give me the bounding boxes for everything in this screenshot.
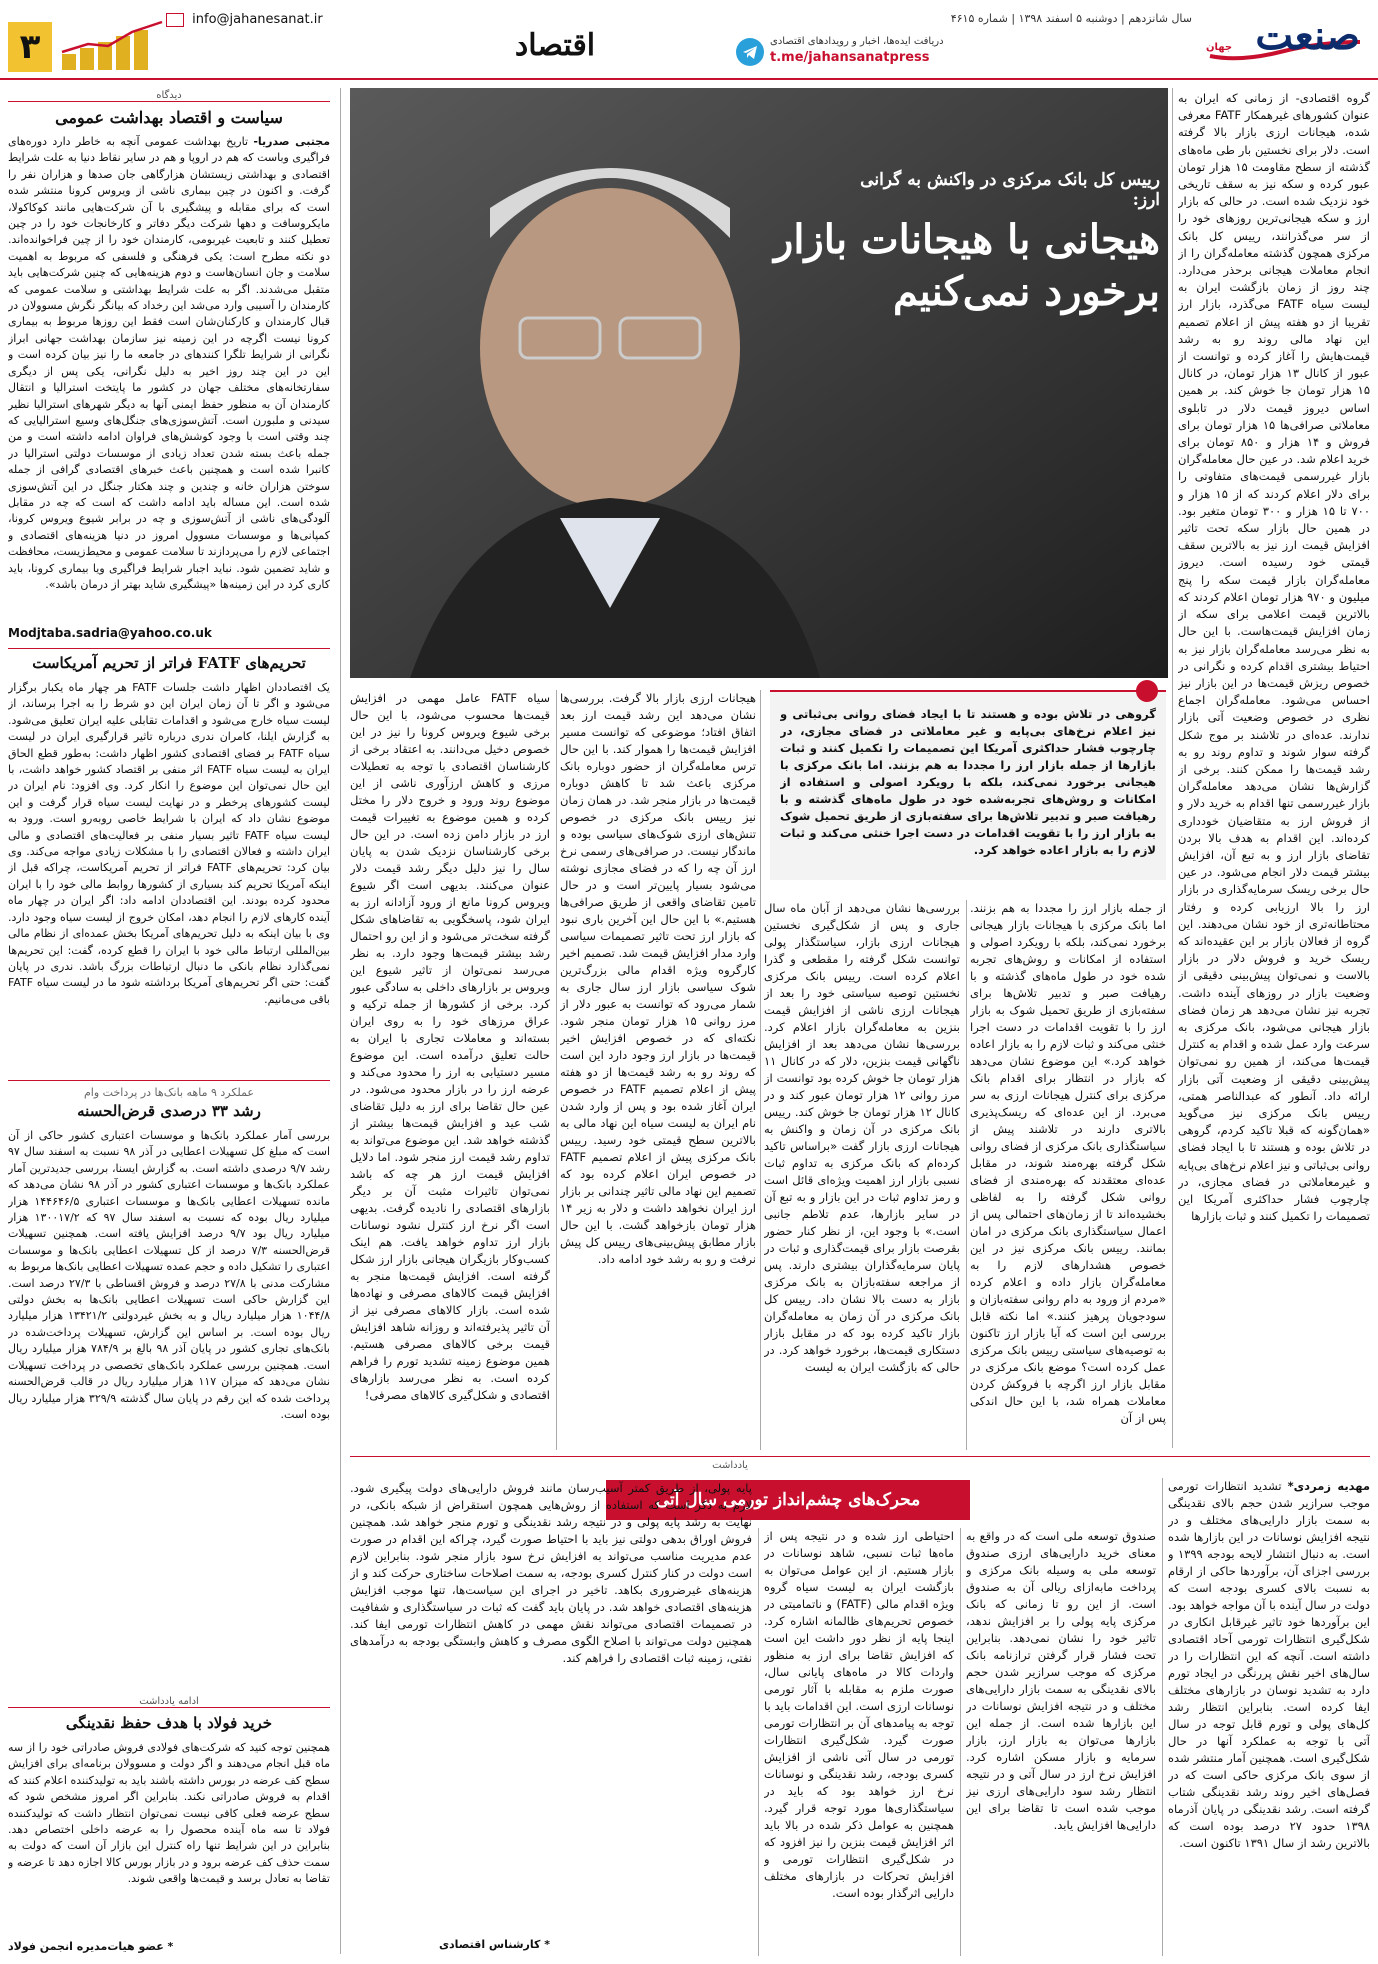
telegram-icon [736,38,764,66]
opinion-body [8,134,330,624]
bottom-col-1 [1168,1478,1370,1956]
telegram-link[interactable]: t.me/jahansanatpress [770,50,930,65]
opinion-title: سیاست و اقتصاد بهداشت عمومی [55,108,283,127]
mail-icon [166,13,184,27]
lead-box [770,690,1166,880]
steel-body: همچنین توجه کنید که شرکت‌های فولادی فروش صادراتی خود را از سه ماه قبل انجام می‌دهند و اگر دولت و مسوولان برنامه‌ای برای افزایش سطح کف عرضه در بورس داشته باشند باید به تولیدکننده اعلام کنند که اقدام به فروش صادراتی نکند. بنابراین اگر امروز مشخص شود که سطح عرضه فعلی کافی نیست نمی‌توان انتظار داشت که تولیدکننده فولاد تا سه ماه آینده محصول را به عرضه داخلی اختصاص دهد. بنابراین در این شرایط تنها راه کنترل این بازار آن است که دولت به سمت حذف کف عرضه برود و در بازار بورس کالا اجازه دهد تا عرضه و تقاضا به تعادل برسد و قیمت‌ها واقعی شوند. [8,1741,330,1886]
opinion-text: تاریخ بهداشت عمومی آنچه به خاطر دارد دوره‌های فراگیری وباست که هم در اروپا و هم در سایر نقاط دنیا به علت شرایط اقتصادی و بهداشتی زیستشان هزارگاهی جان صدها و هزاران نفر را گرفت. و اکنون در چین بیماری ناشی از ویروس کرونا منتشر شده است که برای مقابله و پیشگیری با آن شرکت‌هایی مانند کوکاکولا، مایکروسافت و دهها شرکت دیگر دفاتر و کارخانجات خود را در چین تعطیل کنند و تابعیت غیربومی، کارمندان خود را از چین فراخوانده‌اند. دو نکته مطرح است: یکی فرهنگی و فلسفی که مربوط به اهمیت سلامت و جان انسان‌هاست و دوم هزینه‌هایی که چنین شرکت‌هایی باید متقبل می‌شدند. اگر به علت شرایط بهداشتی و سلامت عمومی که کارمندان را آسیبی وارد می‌شد این رخداد که بیانگر نگرش مسوولان در قبال کارمندان و کارکنان‌شان است فقط این روزها مربوط به بیماری کرونا نیست اگرچه در این زمینه نیز سازمان بهداشت جهانی ابراز نگرانی از شرایط تلگرا کنندهای در جامعه ما را نیز بیان کرده است و این در این چند روز اخیر به دلیل نگرانی، یکی پس از دیگری سفارتخانه‌های مختلف جهان در کشور ما پایتخت استرالیا و انتقال کارمندان آن به منظور حفظ ایمنی آنها به دیگر شهرهای استرالیا نظیر سیدنی و ملبورن است. آتش‌سوزی‌های جنگل‌های وسیع استرالیایی که چند وقتی است با وجود کوشش‌های فراوان ادامه داشته است و من جمله باعث بسته شدن تعداد زیادی از موسسات دولتی استرالیا در کانبرا شده است و همچنین باعث خبرهای اقتصادی گرافی از جمله سوختن هزاران خانه و چندین و چند هکتار جنگل در این آتش‌سوزی شده است. این مساله باید ادامه داشت که است که چه در مقابل آلودگی‌های ناشی از آتش‌سوزی و چه در برابر شیوع ویروس کرونا، کمپانی‌ها و موسسات مسوول امروز در دنیا هزینه‌های اقتصادی و اجتماعی لازم را می‌پردازند تا سلامت عمومی و محیط‌زیست، محافظت و شاید تضمین شود. نباید اجبار شرایط فراگیری ویا بیماری کرونا، باید کاری کرد در این زمینه‌ها «پیشگیری شاید بهتر از درمان باشد». [8,135,330,591]
logo-subtext: جهان [1206,42,1233,53]
section-title: اقتصاد [514,28,596,63]
continued-tag: ادامه یادداشت [8,1696,330,1708]
main-col-5: سیاه FATF عامل مهمی در افزایش قیمت‌ها محسوب می‌شود، با این حال برخی شیوع ویروس کرونا را نیز در این خصوص دخیل می‌دانند. به اعتقاد برخی از کارشناسان اقتصادی با توجه به تعطیلات مرزی و کاهش ارزآوری ناشی از این موضوع روند ورود و خروج دلار را مختل کرده و همین موضوع به تغییرات قیمت ارز در بازار دامن زده است. در این حال برخی کارشناسان نزدیک شدن به پایان سال را نیز دلیل دیگر رشد قیمت دلار عنوان می‌کنند. بدیهی است اگر شیوع ویروس کرونا مانع از ورود آزادانه ارز به ایران شود، پاسخگویی به تقاضاهای شکل گرفته سخت‌تر می‌شود و از این رو احتمال رشد بیشتر قیمت‌ها وجود دارد. به نظر می‌رسد نمی‌توان از تاثیر شیوع این ویروس بر بازارهای داخلی به سادگی عبور کرد. برخی از کشورها از جمله ترکیه و عراق مرزهای خود را به روی ایران بسته‌اند و معاملات تجاری با ایران به حالت تعلیق درآمده است. این موضوع مسیر دستیابی به ارز را محدود می‌کند و عرضه ارز را در بازار محدود می‌شود. در عین حال تقاضا برای ارز به دلیل تقاضای شب عید و افزایش قیمت‌ها بیشتر از گذشته خواهد شد. این موضوع می‌تواند به تداوم رشد قیمت ارز منجر شود. اما دلایل افزایش قیمت ارز هر چه که باشد نمی‌توان تاثیرات مثبت آن بر دیگر بازارهای اقتصادی را نادیده گرفت. بدیهی است اگر نرخ ارز کنترل نشود نوسانات بازار ارز تداوم خواهد یافت. هم اینک کسب‌وکار بازیگران هیجانی بازار ارز شکل گرفته است. افزایش قیمت‌ها منجر به افزایش قیمت کالاهای مصرفی و نهاده‌ها شده است. بازار کالاهای مصرفی نیز از آن تاثیر پذیرفته‌اند و روزانه شاهد افزایش قیمت برخی کالاهای مصرفی هستیم. همین موضوع زمینه تشدید تورم را فراهم کرده است. به نظر می‌رسد بازارهای اقتصادی و شکل‌گیری کالاهای مصرفی! [350,691,550,1402]
bottom-title: محرک‌های چشم‌انداز تورمی سال آتی [606,1480,970,1520]
telegram-promo[interactable] [736,36,996,72]
bottom-col-2: صندوق توسعه ملی است که در واقع به معنای خرید دارایی‌های ارزی صندوق توسعه ملی به وسیله بانک مرکزی و پرداخت ما‌به‌ازای ریالی آن به صندوق است. از این رو تا زمانی که بانک مرکزی پایه پولی را بر افزایش ندهد، تاثیر خود را نشان نمی‌دهد. بنابراین تحت فشار قرار گرفتن ترازنامه بانک مرکزی که موجب سرازیر شدن حجم بالای نقدینگی به سمت بازار دارایی‌های مختلف و در نتیجه افزایش نوسانات در این بازارها شده است. از جمله این بازارها می‌توان به بازار ارز، بازار سرمایه و بازار مسکن اشاره کرد. افزایش نرخ ارز در سال آتی و در نتیجه انتظار رشد سود دارایی‌های ارزی نیز موجب شده است تا تقاضا برای این دارایی‌ها افزایش یابد. [966,1529,1156,1832]
main-col-4: هیجانات ارزی بازار بالا گرفت. بررسی‌ها نشان می‌دهد این رشد قیمت ارز بعد اتفاق افتاد؛ موضوعی که توانست مسیر افزایش قیمت‌ها را هموار کند. با این حال ترس معامله‌گران از حضور دوباره بانک مرکزی باعث شد تا کاهش دوباره قیمت‌ها در بازار منجر شد. در همان زمان نیز رییس بانک مرکزی در خصوص تنش‌های ارزی شوک‌های سیاسی بوده و ماندگار نیست. در صرافی‌های رسمی نرخ ارز آن چه را که در فضای مجازی نوشته می‌شود بسیار پایین‌تر است و در حال تامین تقاضای واقعی از طریق صرافی‌ها هستیم.» با این حال این آخرین باری نبود که بازار ارز تحت تاثیر تصمیمات سیاسی وارد مدار افزایش قیمت شد. تصمیم اخیر کارگروه ویژه اقدام مالی بزرگ‌ترین شوک سیاسی بازار ارز سال جاری به شمار می‌رود که توانست به عبور دلار از مرز روانی ۱۵ هزار تومان منجر شود. نکته‌ای که در خصوص افزایش اخیر قیمت‌ها در بازار ارز وجود دارد این است که روند رو به رشد قیمت‌ها از دو هفته پیش از اعلام تصمیم FATF در خصوص ایران آغاز شده بود و پس از وارد شدن نام ایران به لیست سیاه این نهاد مالی به بالاترین سطح قیمتی خود رسید. رییس بانک مرکزی پیش از اعلام تصمیم FATF در خصوص ایران اعلام کرده بود که تصمیم این نهاد مالی تاثیر چندانی بر بازار ارز ایران نخواهد داشت و دلار به زیر ۱۴ هزار تومان بازخواهد گشت. با این حال بازار مطابق پیش‌بینی‌های رییس کل پیش نرفت و رو به رشد خود ادامه داد. [560,691,756,1266]
main-col-3: بررسی‌ها نشان می‌دهد از آبان ماه سال جاری و پس از شکل‌گیری نخستین هیجانات ارزی بازار، سیاستگذار پولی توانست شکل گرفته را مقطعی و گذرا اعلام کرده است. رییس بانک مرکزی نخستین توصیه سیاستی خود را بعد از هیجانات ارزی ناشی از افزایش قیمت بنزین به معامله‌گران بازار اعلام کرد. بررسی‌ها نشان می‌دهد بعد از افزایش ناگهانی قیمت بنزین، دلار که در کانال ۱۱ هزار تومان جا خوش کرده بود توانست از مرز روانی ۱۲ هزار تومان عبور کند و در کانال ۱۲ هزار تومان جا خوش کند. رییس بانک مرکزی در آن زمان و واکنش به هیجانات ارزی بازار گفت «براساس تاکید کرده‌ام که بانک مرکزی به تداوم ثبات نسبی بازار ارز اهمیت ویژه‌ای قائل است و رمز تداوم ثبات در این بازار و به تبع آن در سایر بازارها، عدم تلاطم جانبی است.» با وجود این، از نظر کنار حضور بقرصت بازار برای قیمت‌گذاری و ثبات در پایان سرمایه‌گذاران بیشتری دارند. پس از مراجعه سفته‌بازان به بانک مرکزی بازار به دست بالا نشان داد. رییس کل بانک مرکزی در آن زمان به معامله‌گران بازار تاکید کرده بود که در مقابل بازار دستکاری قیمت‌ها، برخورد خواهد کرد. در حالی که بازگشت ایران به لیست [764,901,960,1374]
main-col-1: گروه اقتصادی- از زمانی که ایران به عنوان کشورهای غیرهمکار FATF معرفی شده، هیجانات ارزی بازار بالا گرفته است. دلار برای نخستین بار طی ماه‌های گذشته از سطح مقاومت ۱۵ هزار تومان عبور کرده و سکه نیز به سقف تاریخی خود نزدیک شده است. در حالی که بازار ارز و سکه هیجانی‌ترین روزهای خود را از سر می‌گذرانند، رییس کل بانک مرکزی همچون گذشته معامله‌گران را از انجام معاملات هیجانی برحذر می‌دارد. چند روز از زمان بازگشت ایران به لیست سیاه FATF می‌گذرد، بازار ارز تقریبا از دو هفته پیش از اعلام تصمیم این نهاد مالی روند رو به رشد قیمت‌هایش را آغاز کرده و توانست از عبور از کانال ۱۳ هزار تومان، در کانال ۱۵ هزار تومان جا خوش کند. بر همین اساس دیروز قیمت دلار در تابلوی معاملاتی صرافی‌ها ۱۵ هزار تومان برای فروش و ۱۴ هزار و ۸۵۰ تومان برای خرید اعلام شد. در عین حال معامله‌گران بازار غیررسمی قیمت‌های متفاوتی را برای دلار اعلام کردند که از ۱۵ هزار و ۷۰۰ تا ۱۵ هزار و ۳۰۰ تومان متغیر بود. در همین حال بازار سکه تحت تاثیر افزایش قیمت ارز نیز به بالاترین سقف قیمتی خود رسیده است. دیروز معامله‌گران بازار قیمت سکه را پنج میلیون و ۹۷۰ هزار تومان اعلام کردند که بالاترین قیمت اعلامی برای سکه از زمان افزایش قیمت‌هاست. با این حال به نظر می‌رسد معامله‌گران بازار نیز به احتیاط بیشتری اقدام کرده و نگرانی در خصوص ریزش قیمت‌ها در این بازار نیز احساس می‌شود. معامله‌گران اجماع نظری در خصوص وضعیت آتی بازار ندارند. عده‌ای در تلاشند بر موج شکل گرفته سوار شوند و تداوم روند رو به رشد قیمت‌ها را ممکن کنند. برخی از گزارش‌ها نشان می‌دهد معامله‌گران بازار غیررسمی تنها اقدام به خرید دلار و از فروش ارز به متقاضیان خودداری کرده‌اند. این اقدام به هدف بالا بردن تقاضای بازار ارز و به تبع آن، افزایش بیشتر قیمت دلار انجام می‌شود. در عین حال برخی ریسک سرمایه‌گذاری در بازار ارز را بالا ارزیابی کرده و رفتار محتاطانه‌تری از خود نشان می‌دهند. این گروه از فعالان بازار بر این عقیده‌اند که ریسک خرید و فروش دلار در بازار بالاست و نمی‌توان پیش‌بینی دقیقی از وضعیت بازار در روزهای آینده داشت. تجربه نیز نشان می‌دهد هر زمان فضای بازار هیجانی می‌شود، بانک مرکزی به سرعت وارد عمل شده و اقدام به کنترل قیمت‌ها می‌کند، از همین رو نمی‌توان پیش‌بینی دقیقی از وضعیت آتی بازار ارائه داد. آنطور که عبدالناصر همتی، رییس بانک مرکزی نیز می‌گوید «همان‌گونه که قبلا تاکید کردم، گروهی در تلاش بوده و هستند تا با ایجاد فضای روانی بی‌ثباتی و نیز اعلام نرخ‌های بی‌پایه و غیرمعاملاتی در فضای مجازی، در چارچوب فشار حداکثری آمریکا این تصمیمات را تکمیل کنند و ثبات بازارها [1178,91,1370,1224]
main-headline [720,214,1160,318]
bottom-col-4: پایه پولی، از طریق کمتر آسیب‌رسان مانند فروش دارایی‌های دولت پیگیری شود. لازم به ذکر است که استفاده از روش‌هایی همچون استقراض از شبکه بانکی، در نهایت به رشد پایه پولی و در نتیجه رشد نقدینگی و تورم منجر خواهد شد. همچنین فروش اوراق بدهی دولتی نیز باید با احتیاط صورت گیرد، چراکه این اقدام در صورت عدم مدیریت مناسب می‌تواند به افزایش نرخ سود بازار منجر شود. بنابراین لازم است دولت در کنار کنترل کسری بودجه، به سمت اصلاحات ساختاری حرکت کند و از هزینه‌های غیرضروری بکاهد. تاخیر در اجرای این سیاست‌ها، تنها موجب افزایش هزینه‌های اقتصادی خواهد شد. در پایان باید گفت که ثبات در سیاستگذاری و شفافیت در تصمیمات اقتصادی می‌تواند نقش مهمی در کاهش انتظارات تورمی ایفا کند. همچنین دولت می‌تواند با اصلاح الگوی مصرف و کاهش وابستگی بودجه به درآمدهای نفتی، زمینه ثبات اقتصادی را فراهم کند. [350,1481,752,1665]
steel-title: خرید فولاد با هدف حفظ نقدینگی [65,1714,273,1732]
lead-text: گروهی در تلاش بوده و هستند تا با ایجاد فضای روانی بی‌ثباتی و نیز اعلام نرخ‌های بی‌پایه و غیر معاملاتی در فضای مجازی، در چارچوب فشار حداکثری آمریکا این تصمیمات را تکمیل کنند و ثبات بازارها از جمله بازار ارز را مجددا به هم بزنند. اما بانک مرکزی با هیجانی برخورد نمی‌کند، بلکه با رویکرد اصولی و استفاده از امکانات و روش‌های تجربه‌شده خود در طول ماه‌های گذشته و با رهیافت صبر و تدبیر تلاش‌ها برای سفته‌بازی از طریق تحمیل شوک به بازار ارز را با تقویت اقدامات در دست اجرا خنثی می‌کند و ثبات لازم را به بازار اعاده خواهد کرد. [780,707,1156,857]
main-headline-line1: هیجانی با هیجانات بازار [774,216,1160,263]
contact-email[interactable] [166,12,366,27]
main-col-2: از جمله بازار ارز را مجددا به هم بزنند. اما بانک مرکزی با هیجانات بازار هیجانی برخورد نمی‌کند، بلکه با رویکرد اصولی و استفاده از امکانات و روش‌های تجربه شده خود در طول ماه‌های گذشته و با رهیافت صبر و تدبیر تلاش‌ها برای سفته‌بازی از طریق تحمیل شوک به بازار ارز را با تقویت اقدامات در دست اجرا خنثی می‌کند و ثبات لازم را به بازار اعاده خواهد کرد.» این موضوع نشان می‌دهد که بازار در انتظار برای اقدام بانک مرکزی برای کنترل هیجانات ارزی به سر می‌برد. از این عده‌ای که ریسک‌پذیری بالاتری دارند در تلاشند پیش از سیاستگذاری بانک مرکزی از فضای روانی شکل گرفته بهره‌مند شوند، در مقابل عده‌ای معتقدند که بهره‌مندی از فضای روانی شکل گرفته را به لفاظی بخشیده‌اند تا از زمان‌های احتمالی پس از اعمال سیاستگذاری بانک مرکزی در امان بمانند. رییس بانک مرکزی نیز در این خصوص هشدارهای لازم را به معامله‌گران بازار داده و اعلام کرده «مردم از ورود به دام روانی سفته‌بازان و سودجویان پرهیز کنند.» اما نکته قابل بررسی این است که آیا بازار ارز تاکنون به توصیه‌های سیاستی رییس بانک مرکزی عمل کرده است؟ موضع بانک مرکزی در مقابل بازار ارز اگرچه با فروکش کردن معاملات همراه شد، با این حال اندکی پس از آن [970,901,1166,1425]
search-icon [1136,680,1158,702]
telegram-caption: دریافت ایده‌ها، اخبار و رویدادهای اقتصادی [770,36,944,47]
page-number: ۳ [8,22,52,72]
bottom-byline: * کارشناس اقتصادی [438,1938,550,1951]
logo-text: صنعت [1255,12,1360,59]
opinion-email[interactable]: Modjtaba.sadria@yahoo.co.uk [8,626,212,640]
fatf-title: تحریم‌های FATF فراتر از تحریم آمریکاست [32,654,306,672]
loan-title: رشد ۳۳ درصدی قرض‌الحسنه [77,1102,261,1120]
fatf-body: یک اقتصاددان اظهار داشت جلسات FATF هر چهار ماه یکبار برگزار می‌شود و اگر تا آن زمان ایران این دو شرط را به اجرا برساند، از لیست سیاه خارج می‌شود و اقدامات تقابلی علیه ایران تعلیق می‌شود. به گزارش ایلنا، کامران ندری درباره تاثیر قرارگیری ایران در لیست سیاه FATF بر فضای اقتصادی کشور اظهار داشت: به‌طور قطع الحاق ایران به لیست سیاه FATF اثر منفی بر اقتصاد کشور خواهد داشت، با این حال نمی‌توان این موضوع را انکار کرد. وی افزود: نام ایران در لیست کشورهای پرخطر و در نهایت لیست سیاه قرار گرفت و این موضوع نشان داد که ایران با شرایط خاصی روبه‌رو است. ورود به لیست سیاه FATF تاثیر بسیار منفی بر فعالیت‌های اقتصادی و مالی ایران داشته و فعالان اقتصادی را با مشکلات زیادی مواجه می‌کند. وی بیان کرد: تحریم‌های FATF فراتر از تحریم آمریکاست، چراکه قبل از اینکه آمریکا تحریم کند بسیاری از کشورها روابط مالی خود را با ایران محدود کرده بودند. این اقتصاددان ادامه داد: اگر ایران در چهار ماه آینده کارهای لازم را انجام دهد، امکان خروج از لیست سیاه وجود دارد. وی با بیان اینکه به دلیل تحریم‌های آمریکا بخش عمده‌ای از نظام مالی بین‌المللی ارتباط مالی خود با ایران را قطع کرده، گفت: این تحریم‌ها نمی‌گذارد نظام بانکی ما دنبال ارتباطات بزرگ باشد. ندری در پایان گفت: حتی اگر تحریم‌های آمریکا برداشته شود ما در لیست سیاه FATF باقی می‌مانیم. [8,681,330,1006]
main-headline-line2: برخورد نمی‌کنیم [892,268,1160,315]
bottom-author: مهدیه زمردی* [1287,1479,1370,1493]
issue-line: سال شانزدهم | دوشنبه ۵ اسفند ۱۳۹۸ | شماره ۴۶۱۵ [950,12,1192,25]
main-kicker: رییس کل بانک مرکزی در واکنش به گرانی ارز: [860,170,1160,210]
loan-body: بررسی آمار عملکرد بانک‌ها و موسسات اعتباری کشور حاکی از آن است که مبلغ کل تسهیلات اعطایی در آذر ۹۸ نسبت به اسفند سال ۹۷ رشد ۹/۷ درصدی داشته است. به گزارش ایسنا، بررسی جدیدترین آمار عملکرد بانک‌ها و موسسات اعتباری کشور در آذر ۹۸ نشان می‌دهد که مانده تسهیلات اعطایی بانک‌ها و موسسات اعتباری ۱۴۴۶۴۶/۵ هزار میلیارد ریال بوده که نسبت به اسفند سال ۹۷ که ۱۳۰۰۱۷/۲ هزار میلیارد ریال بود ۹/۷ درصد افزایش یافته است. همچنین تسهیلات قرض‌الحسنه ۷/۳ درصد از کل تسهیلات اعطایی بانک‌ها و موسسات اعتباری را تشکیل داده و حجم عمده تسهیلات اعطایی بانک‌ها مربوط به مشارکت مدنی با ۲۷/۸ درصد و فروش اقساطی با ۲۷/۳ درصد است. این گزارش حاکی است تسهیلات اعطایی بانک‌ها به بخش دولتی ۱۰۴۴/۸ هزار میلیارد ریال و به بخش غیردولتی ۱۳۴۲۱/۲ هزار میلیارد ریال بوده است. بر اساس این گزارش، تسهیلات پرداخت‌شده در بانک‌های تجاری کشور در پایان آذر ۹۸ بالغ بر ۷۸۴/۹ هزار میلیارد ریال است. همچنین بررسی عملکرد بانک‌های تخصصی در پرداخت تسهیلات نشان می‌دهد که میزان ۱۱۷ هزار میلیارد ریال در قالب قرض‌الحسنه پرداخت شده که این رقم در پایان سال گذشته ۳۲۹/۹ هزار میلیارد ریال بوده است. [8,1129,330,1421]
coins-chart-icon [58,20,168,72]
email-text: info@jahanesanat.ir [192,12,323,27]
steel-byline: * عضو هیات‌مدیره انجمن فولاد [8,1940,174,1953]
note-tag: یادداشت [712,1460,748,1471]
loan-kicker: عملکرد ۹ ماهه بانک‌ها در پرداخت وام [83,1086,254,1099]
bottom-col-1-text: تشدید انتظارات تورمی موجب سرازیر شدن حجم بالای نقدینگی به سمت بازار دارایی‌های مختلف و در نتیجه افزایش نوسانات در این بازارها شده است. به دنبال انتشار لایحه بودجه ۱۳۹۹ و بررسی اجزای آن، برآوردها حاکی از ارقام به نسبت بالای کسری بودجه است که دولت در سال آینده با آن مواجه خواهد بود. این برآوردها خود تاثیر غیرقابل انکاری در شکل‌گیری انتظارات تورمی آحاد اقتصادی داشته است. آنچه که این انتظارات را در سال‌های اخیر نقش پررنگی در ایجاد تورم دارد به تشدید نوسان در بازارهای مختلف ایفا کرده است. بنابراین انتظار رشد کل‌های پولی و تورم قابل توجه در سال آتی با توجه به عملکرد آنها در حال شکل‌گیری است. همچنین آمار منتشر شده از سوی بانک مرکزی حاکی است که در فصل‌های اخیر روند رشد نقدینگی شتاب گرفته است. رشد نقدینگی در پایان آذرماه ۱۳۹۸ حدود ۲۷ درصد بوده است که بالاترین رشد از سال ۱۳۹۱ تاکنون است. [1168,1479,1370,1850]
newspaper-logo[interactable] [1200,12,1370,70]
opinion-author: مجتبی صدریا- [253,135,330,148]
bottom-col-3: احتیاطی ارز شده و در نتیجه پس از ماه‌ها ثبات نسبی، شاهد نوسانات در بازار هستیم. از این عوامل می‌توان به بازگشت ایران به لیست سیاه گروه ویژه اقدام مالی (FATF) و ناتمامیتی در خصوص تحریم‌های ظالمانه اشاره کرد. اینجا پایه از نظر دور داشت این است که افزایش تقاضا برای ارز به منظور واردات کالا در ماه‌های پایانی سال، صورت ملزم به مقابله با آثار تورمی نوسانات ارزی است. این اقدامات باید با توجه به پیامدهای آن بر انتظارات تورمی صورت گیرد. شکل‌گیری انتظارات تورمی در سال آتی ناشی از افزایش کسری بودجه، رشد نقدینگی و نوسانات نرخ ارز خواهد بود که باید در سیاستگذاری‌ها مورد توجه قرار گیرد. همچنین به عوامل ذکر شده در بالا باید اثر افزایش قیمت بنزین را نیز افزود که در شکل‌گیری انتظارات تورمی و افزایش تحرکات در بازارهای مختلف دارایی اثرگذار بوده است. [764,1529,954,1900]
opinion-tag: دیدگاه [8,90,330,102]
